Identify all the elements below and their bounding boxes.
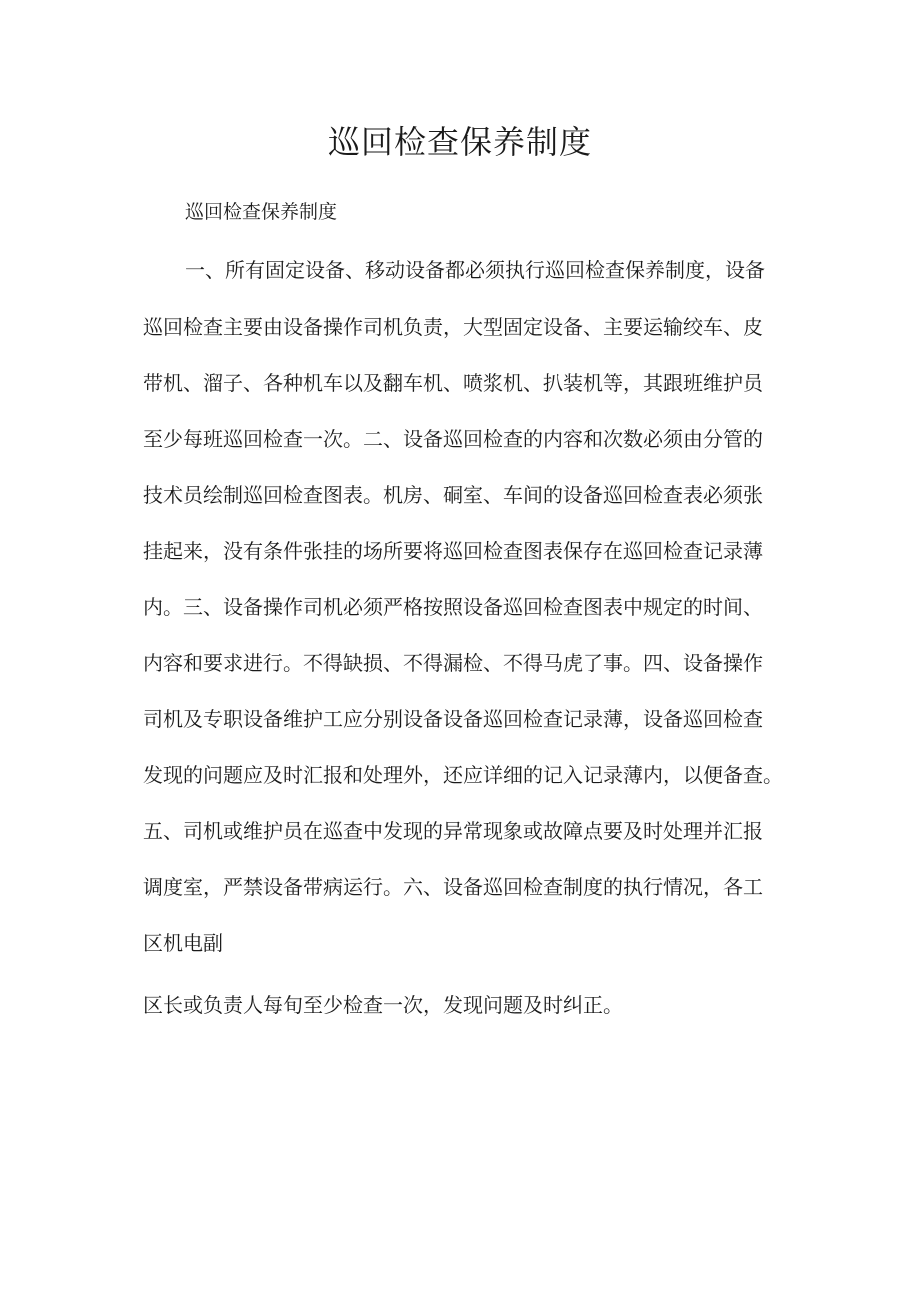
body-line-5: 技术员绘制巡回检查图表。机房、硐室、车间的设备巡回检查表必须张 xyxy=(143,483,763,507)
body-line-3: 带机、溜子、各种机车以及翻车机、喷浆机、扒装机等，其跟班维护员 xyxy=(143,371,763,395)
body-line-10: 发现的问题应及时汇报和处理外，还应详细的记入记录薄内，以便备查。 xyxy=(143,763,783,787)
body-line-12: 调度室，严禁设备带病运行。六、设备巡回检查制度的执行情况，各工 xyxy=(143,875,763,899)
document-title: 巡回检查保养制度 xyxy=(327,123,592,161)
body-line-13: 区机电副 xyxy=(143,931,223,955)
body-line-11: 五、司机或维护员在巡查中发现的异常现象或故障点要及时处理并汇报 xyxy=(143,819,763,843)
body-line-4: 至少每班巡回检查一次。二、设备巡回检查的内容和次数必须由分管的 xyxy=(143,427,763,451)
body-line-9: 司机及专职设备维护工应分别设备设备巡回检查记录薄，设备巡回检查 xyxy=(143,707,763,731)
document-subtitle: 巡回检查保养制度 xyxy=(185,201,338,223)
body-line-7: 内。三、设备操作司机必须严格按照设备巡回检查图表中规定的时间、 xyxy=(143,595,763,619)
body-line-2: 巡回检查主要由设备操作司机负责，大型固定设备、主要运输绞车、皮 xyxy=(143,315,763,339)
body-line-1: 一、所有固定设备、移动设备都必须执行巡回检查保养制度，设备 xyxy=(185,258,765,282)
body-line-14: 区长或负责人每旬至少检查一次，发现问题及时纠正。 xyxy=(143,993,623,1017)
body-line-6: 挂起来，没有条件张挂的场所要将巡回检查图表保存在巡回检查记录薄 xyxy=(143,539,763,563)
body-line-8: 内容和要求进行。不得缺损、不得漏检、不得马虎了事。四、设备操作 xyxy=(143,651,763,675)
